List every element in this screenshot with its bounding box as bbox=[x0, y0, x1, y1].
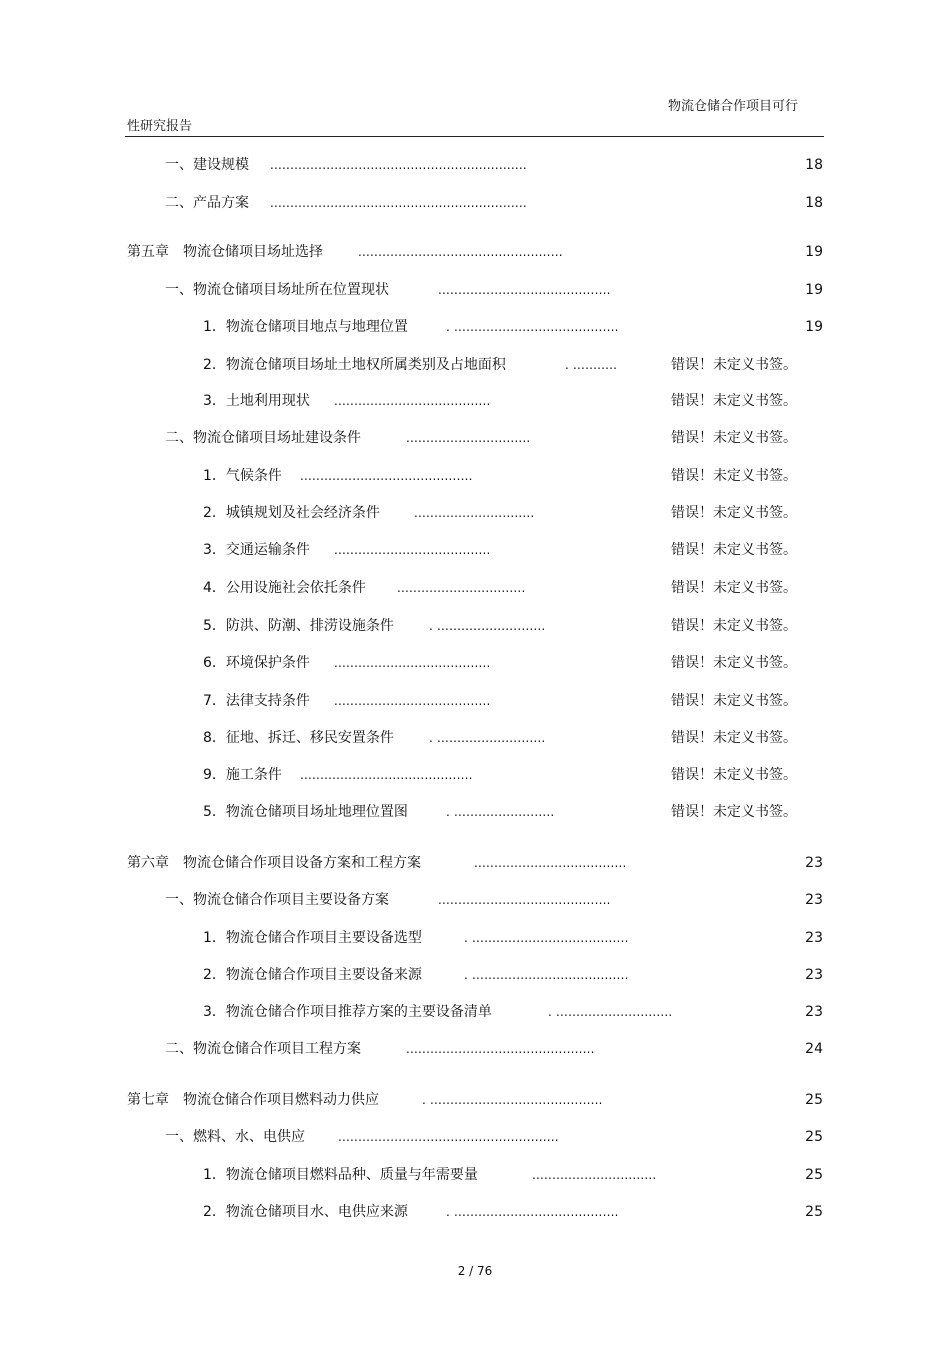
toc-leader-dots: ........................................... bbox=[300, 469, 473, 483]
toc-entry-page: 18 bbox=[805, 157, 823, 173]
toc-leader-dots: ....................................... bbox=[334, 694, 491, 708]
toc-entry[interactable] bbox=[0, 155, 950, 175]
toc-entry[interactable] bbox=[0, 965, 950, 985]
toc-leader-dots: . ........................................... bbox=[422, 1093, 603, 1107]
toc-leader-dots: . ........................... bbox=[429, 619, 546, 633]
toc-entry-label: 二、物流仓储合作项目工程方案 bbox=[165, 1041, 361, 1057]
toc-leader-dots: . ........................... bbox=[429, 731, 546, 745]
toc-entry[interactable] bbox=[0, 653, 950, 673]
toc-entry-page: 19 bbox=[805, 282, 823, 298]
toc-entry[interactable] bbox=[0, 1127, 950, 1147]
toc-leader-dots: ............................... bbox=[532, 1168, 657, 1182]
toc-entry-label: 7．法律支持条件 bbox=[203, 693, 310, 709]
toc-entry-page: 25 bbox=[805, 1129, 823, 1145]
toc-entry-label: 2．物流仓储项目水、电供应来源 bbox=[203, 1204, 408, 1220]
toc-leader-dots: ....................................................... bbox=[338, 1130, 559, 1144]
toc-entry[interactable] bbox=[0, 928, 950, 948]
toc-entry[interactable] bbox=[0, 853, 950, 873]
toc-entry[interactable] bbox=[0, 317, 950, 337]
toc-entry-label: 第五章 物流仓储项目场址选择 bbox=[127, 244, 323, 260]
toc-entry-page: 错误！未定义书签。 bbox=[671, 430, 797, 446]
toc-entry[interactable] bbox=[0, 193, 950, 213]
toc-leader-dots: ................................................................ bbox=[270, 196, 527, 210]
toc-leader-dots: . ....................................... bbox=[464, 931, 629, 945]
toc-entry[interactable] bbox=[0, 503, 950, 523]
toc-entry-label: 一、燃料、水、电供应 bbox=[165, 1129, 305, 1145]
toc-leader-dots: . ........... bbox=[565, 358, 618, 372]
toc-entry-page: 错误！未定义书签。 bbox=[671, 393, 797, 409]
toc-entry-label: 一、建设规模 bbox=[165, 157, 249, 173]
toc-entry-page: 23 bbox=[805, 967, 823, 983]
toc-entry-page: 23 bbox=[805, 855, 823, 871]
toc-entry[interactable] bbox=[0, 802, 950, 822]
toc-entry-page: 错误！未定义书签。 bbox=[671, 730, 797, 746]
toc-entry-page: 25 bbox=[805, 1204, 823, 1220]
toc-entry[interactable] bbox=[0, 691, 950, 711]
toc-entry[interactable] bbox=[0, 1202, 950, 1222]
running-header-line2: 性研究报告 bbox=[127, 119, 193, 134]
toc-entry[interactable] bbox=[0, 391, 950, 411]
toc-entry-page: 错误！未定义书签。 bbox=[671, 767, 797, 783]
toc-entry[interactable] bbox=[0, 728, 950, 748]
toc-entry-page: 24 bbox=[805, 1041, 823, 1057]
toc-entry[interactable] bbox=[0, 1002, 950, 1022]
toc-entry[interactable] bbox=[0, 1039, 950, 1059]
toc-entry[interactable] bbox=[0, 578, 950, 598]
toc-entry-label: 5．防洪、防潮、排涝设施条件 bbox=[203, 618, 394, 634]
toc-entry[interactable] bbox=[0, 428, 950, 448]
toc-entry[interactable] bbox=[0, 466, 950, 486]
toc-entry[interactable] bbox=[0, 765, 950, 785]
toc-entry-page: 错误！未定义书签。 bbox=[671, 804, 797, 820]
toc-leader-dots: ............................... bbox=[406, 431, 531, 445]
toc-entry-label: 3．土地利用现状 bbox=[203, 393, 310, 409]
toc-entry-label: 3．物流仓储合作项目推荐方案的主要设备清单 bbox=[203, 1004, 492, 1020]
page-indicator: 2 / 76 bbox=[457, 1264, 493, 1278]
toc-entry-page: 错误！未定义书签。 bbox=[671, 580, 797, 596]
toc-entry-label: 二、物流仓储项目场址建设条件 bbox=[165, 430, 361, 446]
toc-entry-label: 5．物流仓储项目场址地理位置图 bbox=[203, 804, 408, 820]
header-divider bbox=[125, 136, 824, 137]
toc-leader-dots: ................................................... bbox=[358, 245, 563, 259]
toc-entry[interactable] bbox=[0, 242, 950, 262]
toc-entry[interactable] bbox=[0, 280, 950, 300]
toc-entry-page: 错误！未定义书签。 bbox=[671, 468, 797, 484]
toc-entry-label: 1．物流仓储项目地点与地理位置 bbox=[203, 319, 408, 335]
toc-entry-page: 19 bbox=[805, 319, 823, 335]
toc-entry-label: 9．施工条件 bbox=[203, 767, 282, 783]
toc-entry-label: 1．气候条件 bbox=[203, 468, 282, 484]
toc-entry-label: 一、物流仓储合作项目主要设备方案 bbox=[165, 892, 389, 908]
toc-leader-dots: ........................................... bbox=[300, 768, 473, 782]
toc-entry-label: 一、物流仓储项目场址所在位置现状 bbox=[165, 282, 389, 298]
toc-entry-page: 错误！未定义书签。 bbox=[671, 693, 797, 709]
toc-entry-page: 错误！未定义书签。 bbox=[671, 542, 797, 558]
toc-leader-dots: . ....................................... bbox=[464, 968, 629, 982]
toc-entry[interactable] bbox=[0, 1165, 950, 1185]
toc-entry-label: 2．城镇规划及社会经济条件 bbox=[203, 505, 380, 521]
toc-entry-page: 错误！未定义书签。 bbox=[671, 505, 797, 521]
toc-leader-dots: ........................................... bbox=[438, 283, 611, 297]
toc-leader-dots: .............................. bbox=[414, 506, 535, 520]
toc-entry-page: 25 bbox=[805, 1167, 823, 1183]
running-header-line1: 物流仓储合作项目可行 bbox=[667, 99, 798, 114]
toc-entry-page: 23 bbox=[805, 930, 823, 946]
toc-entry-page: 23 bbox=[805, 1004, 823, 1020]
toc-entry-label: 第六章 物流仓储合作项目设备方案和工程方案 bbox=[127, 855, 421, 871]
toc-leader-dots: ....................................... bbox=[334, 394, 491, 408]
toc-leader-dots: ....................................... bbox=[334, 543, 491, 557]
toc-leader-dots: ...................................... bbox=[474, 856, 627, 870]
toc-leader-dots: . ............................. bbox=[548, 1005, 673, 1019]
toc-entry-label: 8．征地、拆迁、移民安置条件 bbox=[203, 730, 394, 746]
toc-entry-page: 错误！未定义书签。 bbox=[671, 618, 797, 634]
toc-entry-label: 1．物流仓储合作项目主要设备选型 bbox=[203, 930, 422, 946]
toc-entry-page: 错误！未定义书签。 bbox=[671, 655, 797, 671]
toc-leader-dots: ................................................................ bbox=[270, 158, 527, 172]
toc-entry-label: 3．交通运输条件 bbox=[203, 542, 310, 558]
toc-entry-label: 1．物流仓储项目燃料品种、质量与年需要量 bbox=[203, 1167, 478, 1183]
toc-leader-dots: . ......................................... bbox=[446, 320, 619, 334]
toc-entry[interactable] bbox=[0, 616, 950, 636]
toc-entry-page: 错误！未定义书签。 bbox=[671, 357, 797, 373]
toc-leader-dots: . ......................................... bbox=[446, 1205, 619, 1219]
toc-leader-dots: ................................ bbox=[397, 581, 526, 595]
toc-entry-label: 二、产品方案 bbox=[165, 195, 249, 211]
toc-entry-label: 4．公用设施社会依托条件 bbox=[203, 580, 366, 596]
toc-entry-page: 19 bbox=[805, 244, 823, 260]
toc-entry[interactable] bbox=[0, 1090, 950, 1110]
toc-entry-page: 18 bbox=[805, 195, 823, 211]
toc-leader-dots: ....................................... bbox=[334, 656, 491, 670]
toc-leader-dots: ........................................... bbox=[438, 893, 611, 907]
toc-entry[interactable] bbox=[0, 355, 950, 375]
toc-entry-page: 25 bbox=[805, 1092, 823, 1108]
toc-leader-dots: . ......................... bbox=[446, 805, 555, 819]
toc-entry-label: 第七章 物流仓储合作项目燃料动力供应 bbox=[127, 1092, 379, 1108]
toc-entry-label: 2．物流仓储项目场址土地权所属类别及占地面积 bbox=[203, 357, 506, 373]
toc-entry-label: 6．环境保护条件 bbox=[203, 655, 310, 671]
toc-entry[interactable] bbox=[0, 890, 950, 910]
toc-leader-dots: ............................................... bbox=[406, 1042, 595, 1056]
toc-entry-label: 2．物流仓储合作项目主要设备来源 bbox=[203, 967, 422, 983]
toc-entry-page: 23 bbox=[805, 892, 823, 908]
toc-entry[interactable] bbox=[0, 540, 950, 560]
